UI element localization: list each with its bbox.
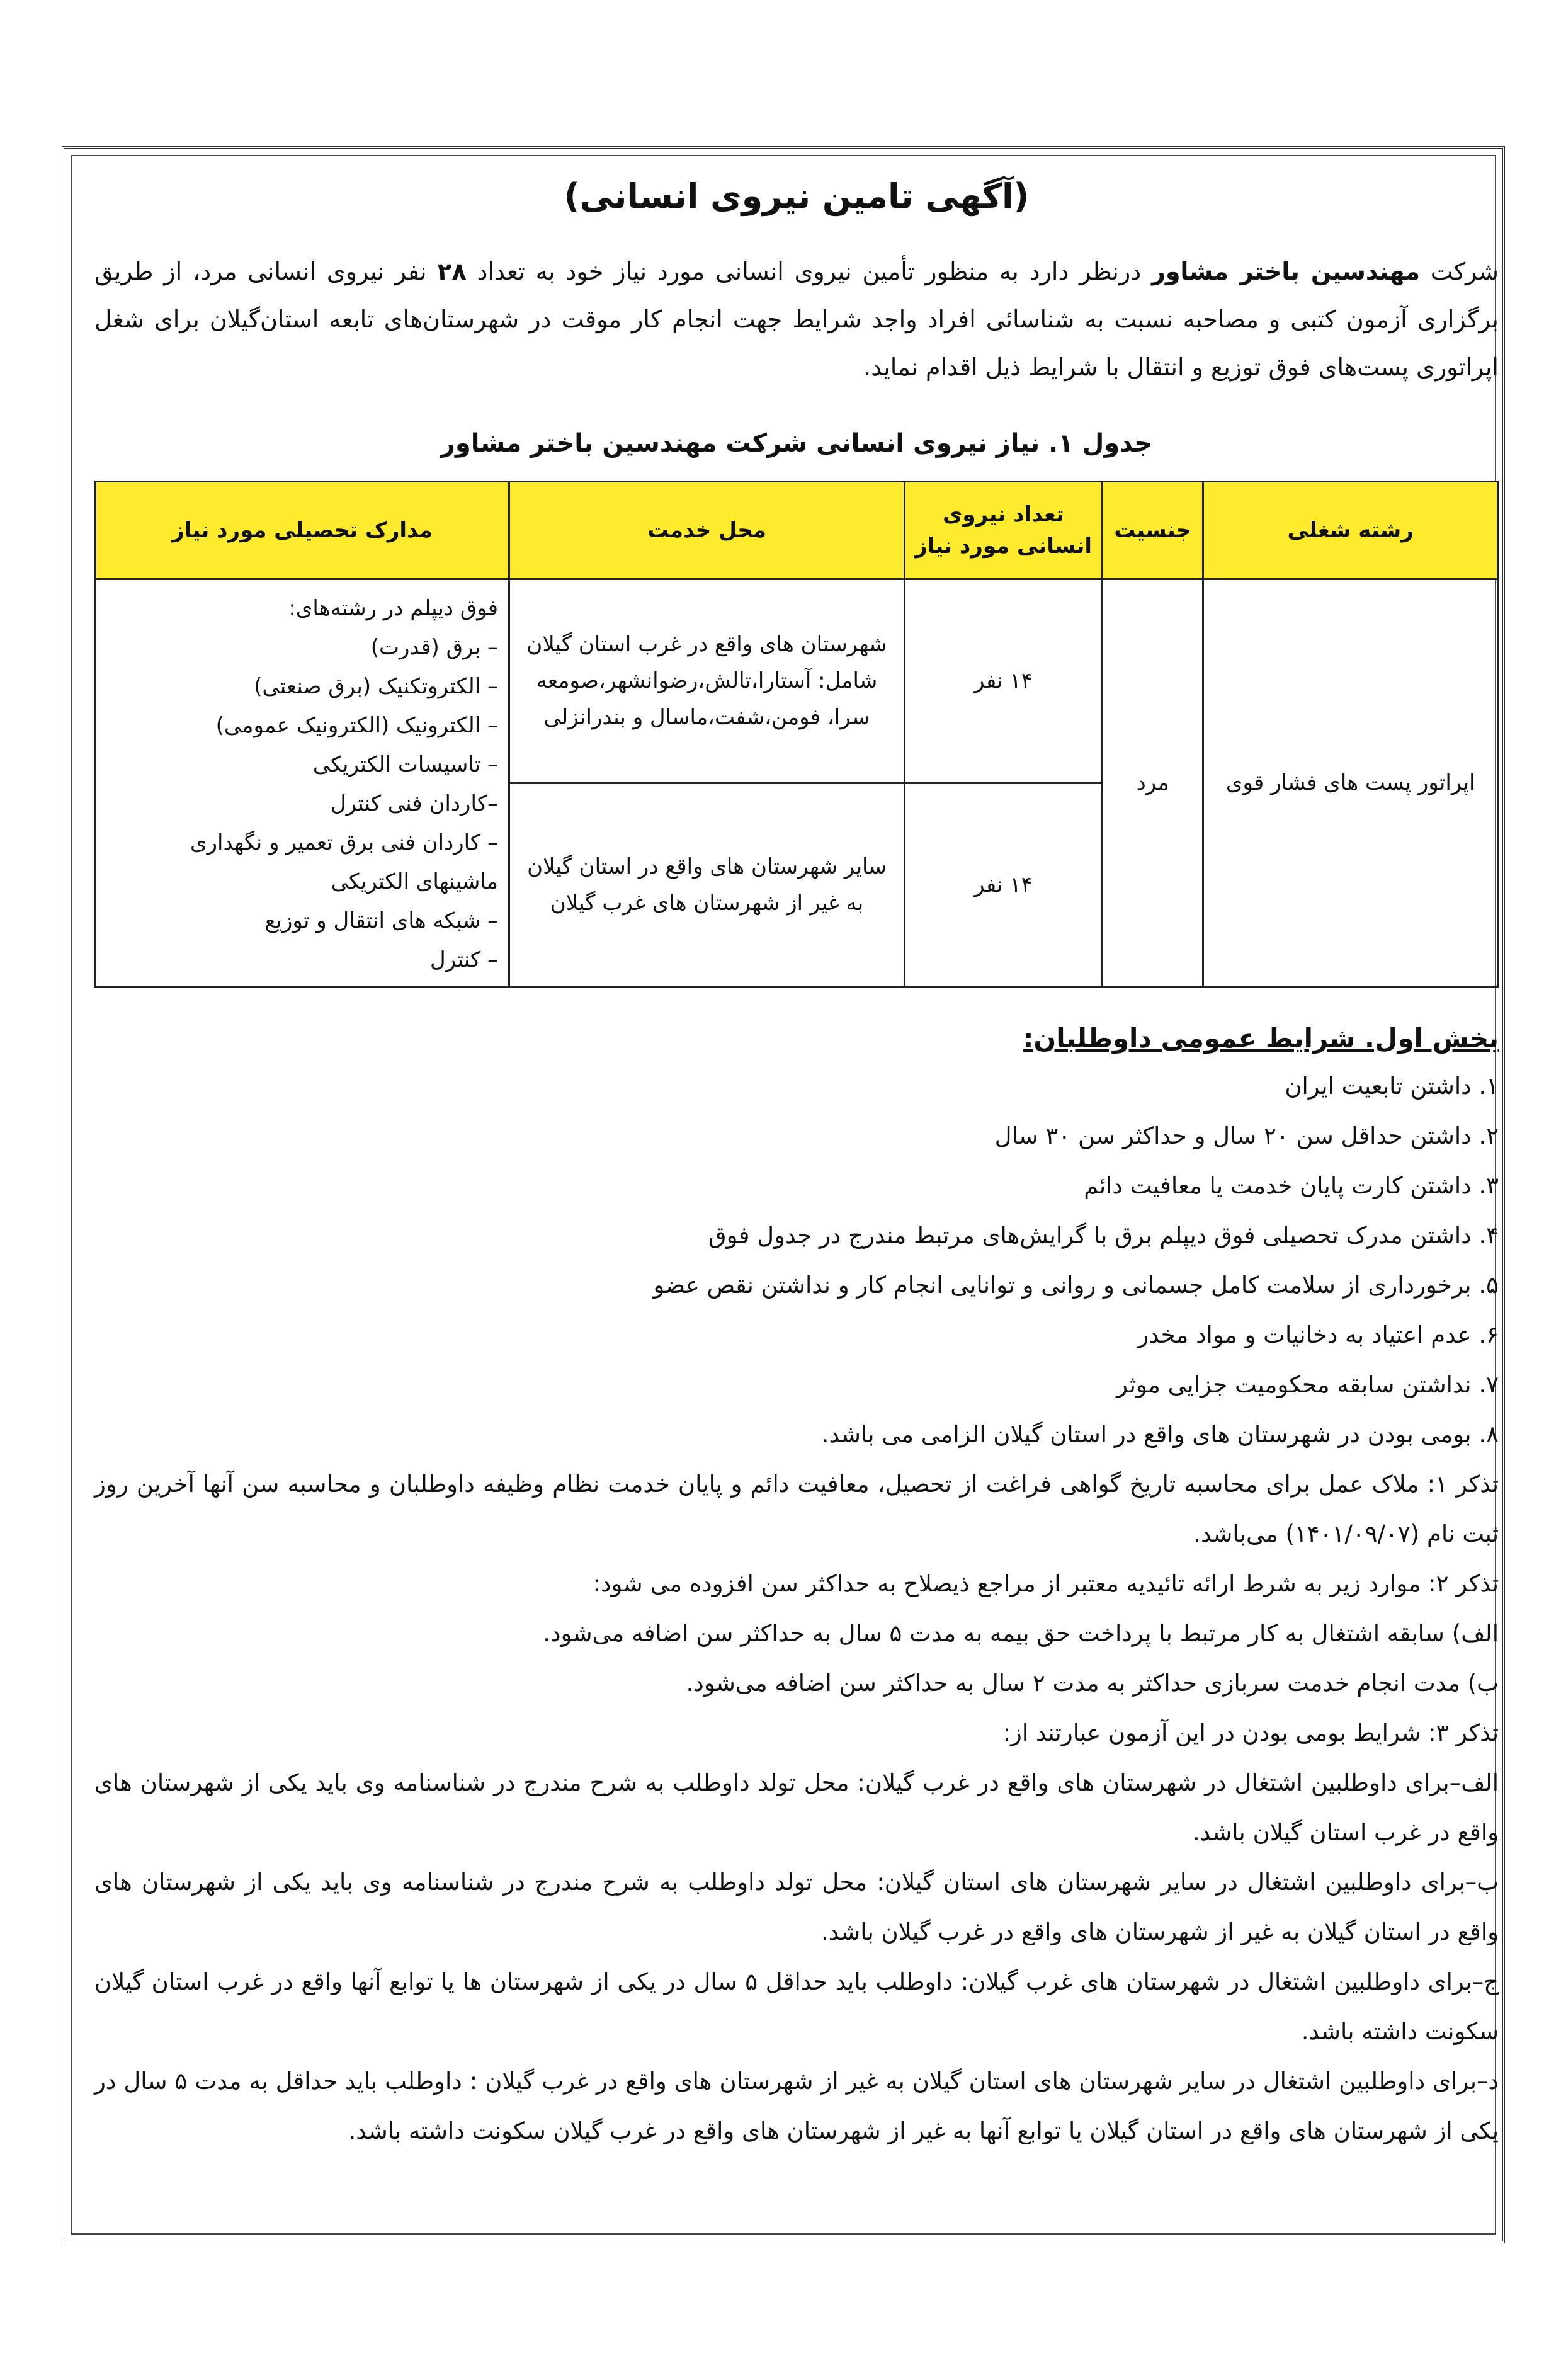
condition-line: ۳. داشتن کارت پایان خدمت یا معافیت دائم bbox=[1084, 1172, 1499, 1199]
cell-location: شهرستان های واقع در غرب استان گیلان شامل: آستارا،تالش،رضوانشهر،صومعه سرا، فومن،شفت،ماسال و بندرانزلی bbox=[509, 579, 905, 783]
note-line: ب–برای داوطلبین اشتغال در سایر شهرستان های استان گیلان: محل تولد داوطلب به شرح مندرج در شناسنامه وی باید یکی از شهرستان های واقع در استان گیلان به غیر از شهرستان های واقع در غرب گیلان باشد. bbox=[94, 1869, 1499, 1945]
intro-post: نفر نیروی انسانی مرد، از طریق برگزاری آزمون کتبی و مصاحبه نسبت به شناسائی افراد واجد شرایط جهت انجام کار موقت در شهرستان‌های تابعه استان‌گیلان برای شغل اپراتوری پست‌های فوق توزیع و انتقال با شرایط ذیل اقدام نماید. bbox=[94, 258, 1499, 381]
announcement-title: (آگهی تامین نیروی انسانی) bbox=[564, 176, 1030, 216]
intro-pre: شرکت bbox=[1420, 258, 1499, 285]
table-row bbox=[96, 579, 1498, 783]
header-count: تعداد نیروی انسانی مورد نیاز bbox=[905, 482, 1103, 579]
education-item: – الکترونیک (الکترونیک عمومی) bbox=[215, 713, 498, 738]
education-item: – الکتروتکنیک (برق صنعتی) bbox=[254, 674, 498, 699]
cell-job: اپراتور پست های فشار قوی bbox=[1203, 579, 1498, 987]
condition-line: ۶. عدم اعتیاد به دخانیات و مواد مخدر bbox=[1137, 1321, 1499, 1348]
note-line: تذکر ۳: شرایط بومی بودن در این آزمون عبارتند از: bbox=[1002, 1719, 1499, 1746]
header-education: مدارک تحصیلی مورد نیاز bbox=[96, 482, 509, 579]
education-item: – کنترل bbox=[430, 947, 498, 972]
note-line: الف–برای داوطلبین اشتغال در شهرستان های واقع در غرب گیلان: محل تولد داوطلب به شرح مندرج در شناسنامه وی باید یکی از شهرستان های واقع در غرب استان گیلان باشد. bbox=[94, 1769, 1499, 1846]
cell-location: سایر شهرستان های واقع در استان گیلان به غیر از شهرستان های غرب گیلان bbox=[509, 783, 905, 987]
cell-education bbox=[96, 579, 509, 987]
cell-count: ۱۴ نفر bbox=[905, 783, 1103, 987]
education-item: فوق دیپلم در رشته‌های: bbox=[288, 596, 498, 621]
table-header-row bbox=[96, 482, 1498, 579]
education-item: – برق (قدرت) bbox=[370, 635, 498, 660]
table-caption: جدول ۱. نیاز نیروی انسانی شرکت مهندسین باختر مشاور bbox=[440, 429, 1153, 458]
intro-mid: درنظر دارد به منظور تأمین نیروی انسانی مورد نیاز خود به تعداد bbox=[466, 258, 1152, 285]
condition-line: ۷. نداشتن سابقه محکومیت جزایی موثر bbox=[1116, 1371, 1499, 1398]
education-item: – شبکه های انتقال و توزیع bbox=[264, 908, 498, 933]
note-line: ب) مدت انجام خدمت سربازی حداکثر به مدت ۲ سال به حداکثر سن اضافه می‌شود. bbox=[686, 1670, 1499, 1697]
condition-line: ۱. داشتن تابعیت ایران bbox=[1285, 1073, 1499, 1100]
note-line: الف) سابقه اشتغال به کار مرتبط با پرداخت حق بیمه به مدت ۵ سال به حداکثر سن اضافه می‌شود. bbox=[543, 1620, 1499, 1647]
personnel-count: ۲۸ bbox=[437, 258, 467, 285]
condition-line: ۵. برخورداری از سلامت کامل جسمانی و روانی و توانایی انجام کار و نداشتن نقص عضو bbox=[653, 1272, 1499, 1299]
section-title: بخش اول. شرایط عمومی داوطلبان: bbox=[1023, 1023, 1499, 1054]
condition-line: ۸. بومی بودن در شهرستان های واقع در استان گیلان الزامی می باشد. bbox=[821, 1421, 1499, 1448]
note-line: ج–برای داوطلبین اشتغال در شهرستان های غرب گیلان: داوطلب باید حداقل ۵ سال در یکی از شهرستان ها یا توابع آنها واقع در غرب استان گیلان سکونت داشته باشد. bbox=[94, 1968, 1499, 2045]
cell-gender: مرد bbox=[1103, 579, 1203, 987]
condition-line: ۴. داشتن مدرک تحصیلی فوق دیپلم برق با گرایش‌های مرتبط مندرج در جدول فوق bbox=[708, 1222, 1499, 1249]
announcement-content bbox=[94, 176, 1499, 2156]
intro-paragraph bbox=[94, 248, 1499, 391]
education-item: – کاردان فنی برق تعمیر و نگهداری ماشینهای الکتریکی bbox=[190, 830, 498, 894]
note-line: تذکر ۱: ملاک عمل برای محاسبه تاریخ گواهی فراغت از تحصیل، معافیت دائم و پایان خدمت نظام وظیفه داوطلبان و محاسبه سن آنها آخرین روز ثبت نام (۱۴۰۱/۰۹/۰۷) می‌باشد. bbox=[94, 1471, 1499, 1547]
condition-line: ۲. داشتن حداقل سن ۲۰ سال و حداکثر سن ۳۰ سال bbox=[994, 1122, 1499, 1149]
header-location: محل خدمت bbox=[509, 482, 905, 579]
header-gender: جنسیت bbox=[1103, 482, 1203, 579]
education-item: – تاسیسات الکتریکی bbox=[312, 752, 498, 777]
header-job: رشته شغلی bbox=[1203, 482, 1498, 579]
note-line: تذکر ۲: موارد زیر به شرط ارائه تائیدیه معتبر از مراجع ذیصلاح به حداکثر سن افزوده می شود: bbox=[593, 1570, 1499, 1597]
note-line: د–برای داوطلبین اشتغال در سایر شهرستان های استان گیلان به غیر از شهرستان های واقع در غرب گیلان : داوطلب باید حداقل به مدت ۵ سال در یکی از شهرستان های واقع در استان گیلان یا توابع آنها به غیر از شهرستان های واقع در غرب گیلان سکونت داشته باشد. bbox=[94, 2068, 1499, 2144]
education-item: –کاردان فنی کنترل bbox=[330, 791, 498, 816]
requirements-table bbox=[94, 481, 1499, 988]
company-name: مهندسین باختر مشاور bbox=[1151, 258, 1420, 285]
cell-count: ۱۴ نفر bbox=[905, 579, 1103, 783]
conditions-list bbox=[94, 1061, 1499, 2156]
